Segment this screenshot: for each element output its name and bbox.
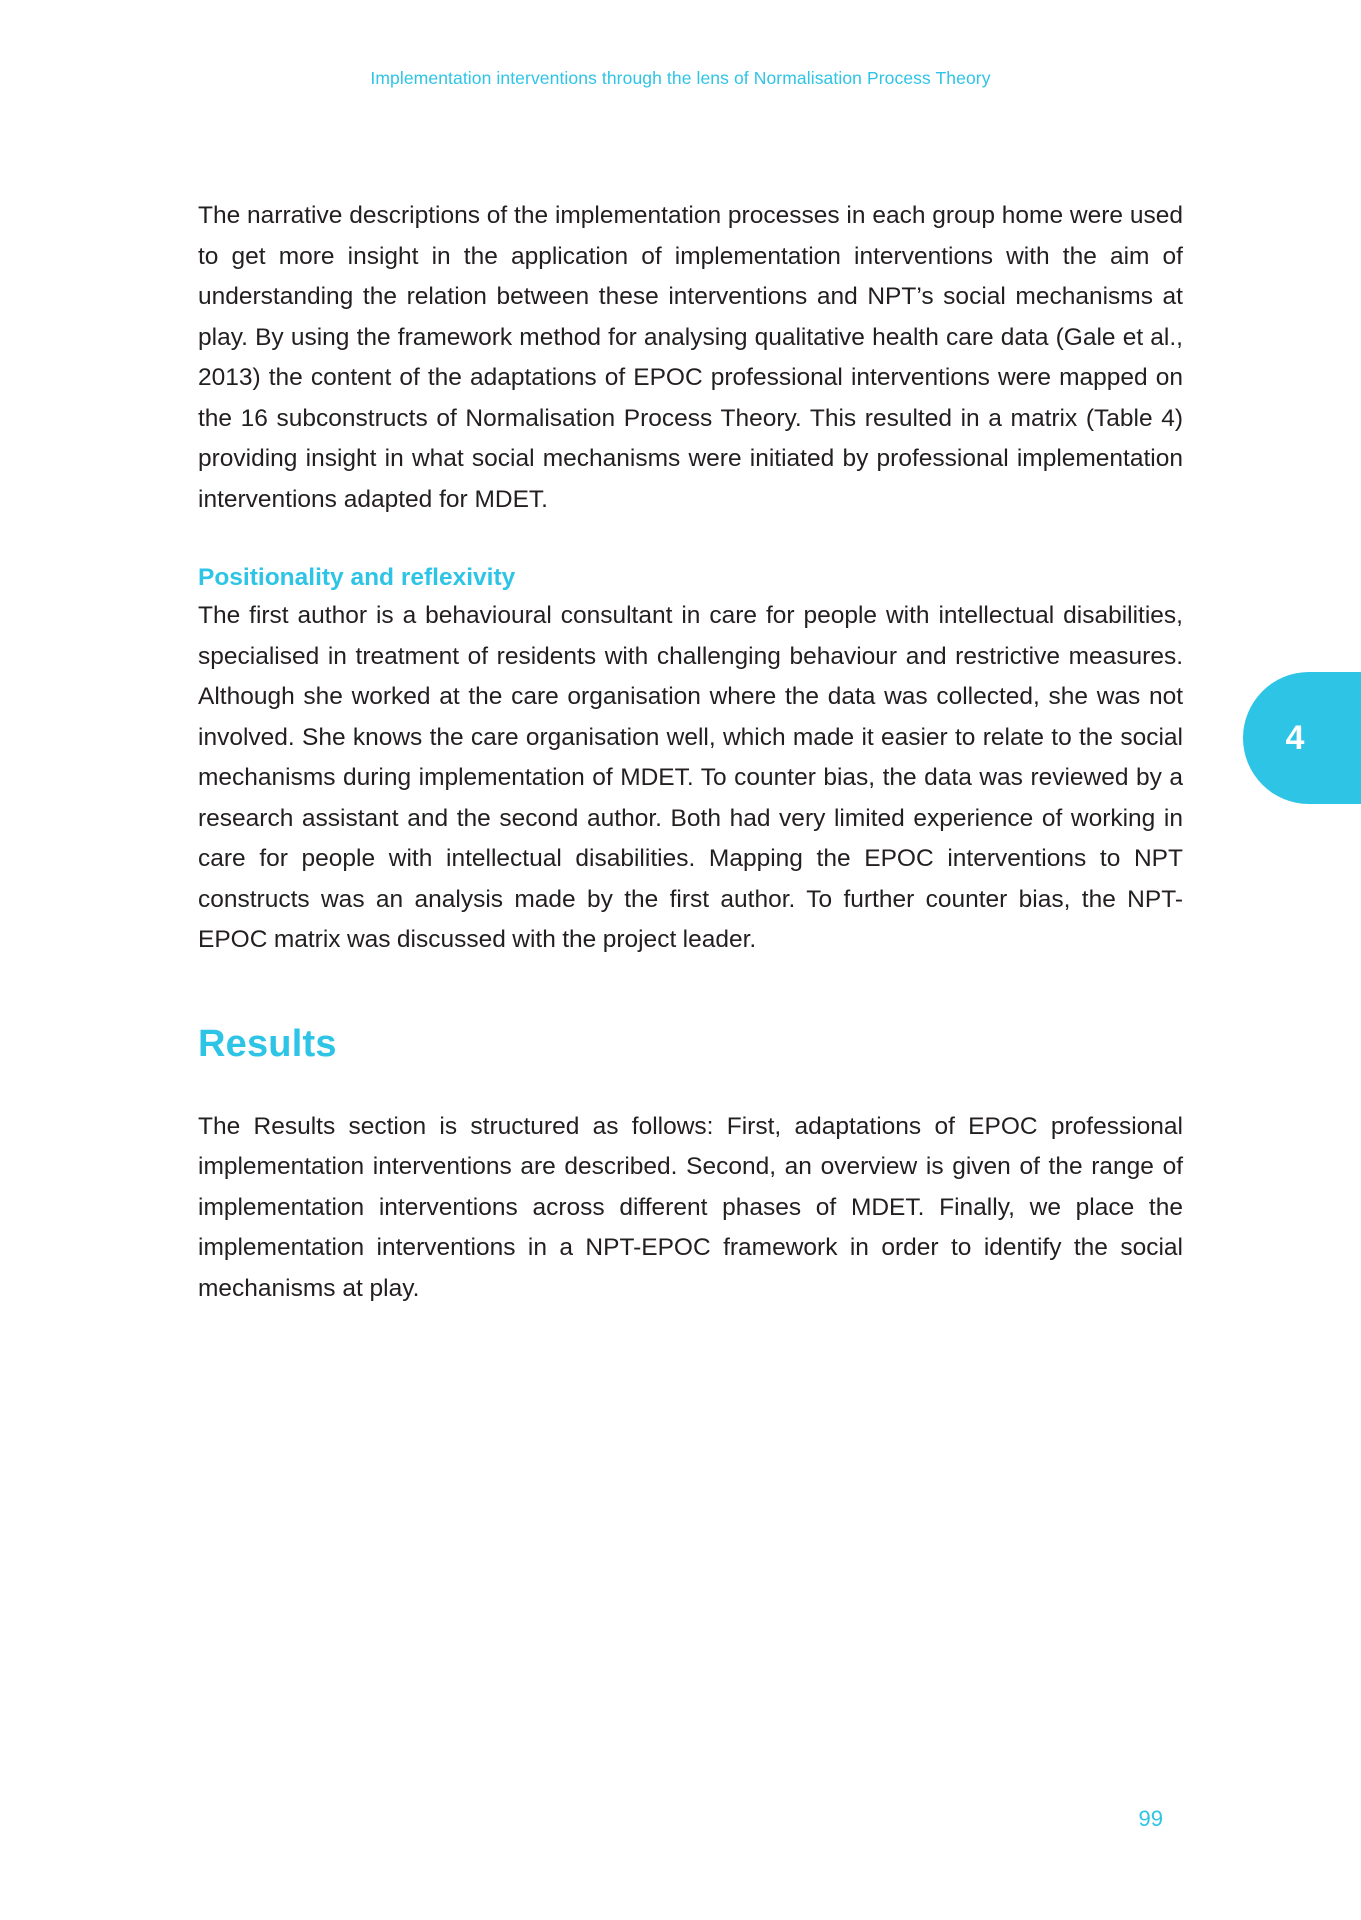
spacer	[198, 961, 1183, 1021]
page-number: 99	[1138, 1806, 1163, 1831]
paragraph-positionality: The first author is a behavioural consultant in care for people with intellectual disabilities, specialised in treatment of residents with challenging behaviour and restrictive measures. Although she worked at the care organisation where the data was collected, she was not involved. She knows the care organisation well, which made it easier to relate to the social mechanisms during implementation of MDET. To counter bias, the data was reviewed by a research assistant and the second author. Both had very limited experience of working in care for people with intellectual disabilities. Mapping the EPOC interventions to NPT constructs was an analysis made by the first author. To further counter bias, the NPT-EPOC matrix was discussed with the project leader.	[198, 602, 1183, 953]
spacer	[198, 520, 1183, 560]
section-heading-results: Results	[198, 1022, 337, 1065]
chapter-tab-number: 4	[1285, 719, 1305, 757]
running-head: Implementation interventions through the lens of Normalisation Process Theory	[370, 68, 991, 88]
spacer	[198, 1067, 1183, 1107]
page-content	[198, 196, 1183, 1309]
chapter-tab	[1243, 672, 1361, 804]
subheading-positionality: Positionality and reflexivity	[198, 564, 516, 591]
paragraph-intro: The narrative descriptions of the implementation processes in each group home were used to get more insight in the application of implementation interventions with the aim of understanding the relation between these interventions and NPT’s social mechanisms at play. By using the framework method for analysing qualitative health care data (Gale et al., 2013) the content of the adaptations of EPOC professional interventions were mapped on the 16 subconstructs of Normalisation Process Theory. This resulted in a matrix (Table 4) providing insight in what social mechanisms were initiated by professional implementation interventions adapted for MDET.	[198, 202, 1183, 513]
paragraph-results: The Results section is structured as follows: First, adaptations of EPOC professional implementation interventions are described. Second, an overview is given of the range of implementation interventions across different phases of MDET. Finally, we place the implementation interventions in a NPT-EPOC framework in order to identify the social mechanisms at play.	[198, 1112, 1183, 1302]
